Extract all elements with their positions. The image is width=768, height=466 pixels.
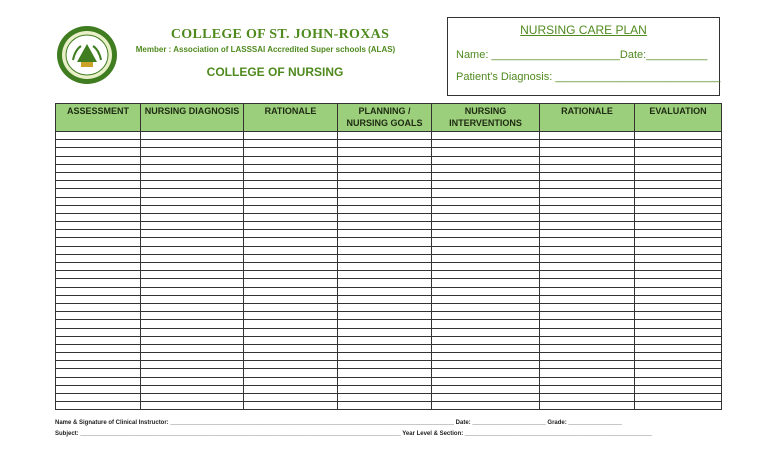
table-cell[interactable]: [540, 377, 635, 385]
table-cell[interactable]: [338, 361, 432, 369]
column-header: RATIONALE: [540, 104, 635, 132]
table-cell[interactable]: [540, 222, 635, 230]
table-cell[interactable]: [635, 238, 722, 246]
table-cell[interactable]: [540, 353, 635, 361]
table-cell[interactable]: [540, 263, 635, 271]
table-cell[interactable]: [141, 287, 244, 295]
table-cell[interactable]: [635, 205, 722, 213]
table-cell[interactable]: [56, 385, 141, 393]
table-cell[interactable]: [540, 238, 635, 246]
table-cell[interactable]: [635, 271, 722, 279]
table-cell[interactable]: [540, 132, 635, 140]
column-header: EVALUATION: [635, 104, 722, 132]
table-cell[interactable]: [432, 394, 540, 402]
table-cell[interactable]: [432, 328, 540, 336]
table-cell[interactable]: [635, 148, 722, 156]
table-row: [56, 197, 722, 205]
table-cell[interactable]: [244, 189, 338, 197]
table-cell[interactable]: [338, 172, 432, 180]
table-cell[interactable]: [540, 361, 635, 369]
table-row: [56, 402, 722, 410]
table-cell[interactable]: [141, 197, 244, 205]
table-cell[interactable]: [540, 271, 635, 279]
table-cell[interactable]: [141, 254, 244, 262]
table-row: [56, 361, 722, 369]
table-cell[interactable]: [540, 164, 635, 172]
table-cell[interactable]: [56, 377, 141, 385]
table-cell[interactable]: [540, 369, 635, 377]
table-cell[interactable]: [244, 230, 338, 238]
table-row: [56, 320, 722, 328]
table-cell[interactable]: [338, 263, 432, 271]
table-cell[interactable]: [635, 197, 722, 205]
table-cell[interactable]: [338, 402, 432, 410]
table-cell[interactable]: [432, 156, 540, 164]
college-name: COLLEGE OF NURSING: [206, 65, 344, 79]
table-cell[interactable]: [56, 222, 141, 230]
table-cell[interactable]: [338, 213, 432, 221]
table-cell[interactable]: [56, 336, 141, 344]
table-cell[interactable]: [244, 164, 338, 172]
table-cell[interactable]: [244, 328, 338, 336]
table-cell[interactable]: [338, 336, 432, 344]
table-cell[interactable]: [141, 336, 244, 344]
column-header: NURSING INTERVENTIONS: [432, 104, 540, 132]
table-cell[interactable]: [635, 295, 722, 303]
table-cell[interactable]: [635, 222, 722, 230]
table-cell[interactable]: [56, 189, 141, 197]
table-cell[interactable]: [635, 189, 722, 197]
table-cell[interactable]: [56, 148, 141, 156]
table-cell[interactable]: [338, 394, 432, 402]
table-row: [56, 140, 722, 148]
table-cell[interactable]: [540, 230, 635, 238]
table-cell[interactable]: [56, 172, 141, 180]
table-cell[interactable]: [56, 394, 141, 402]
care-plan-title: NURSING CARE PLAN: [520, 23, 647, 37]
table-cell[interactable]: [244, 369, 338, 377]
table-cell[interactable]: [141, 222, 244, 230]
table-cell[interactable]: [635, 246, 722, 254]
table-cell[interactable]: [432, 140, 540, 148]
table-cell[interactable]: [56, 279, 141, 287]
table-cell[interactable]: [432, 132, 540, 140]
table-cell[interactable]: [141, 295, 244, 303]
table-cell[interactable]: [432, 246, 540, 254]
table-cell[interactable]: [141, 312, 244, 320]
table-cell[interactable]: [244, 394, 338, 402]
table-cell[interactable]: [635, 132, 722, 140]
table-cell[interactable]: [338, 205, 432, 213]
table-cell[interactable]: [432, 303, 540, 311]
table-cell[interactable]: [56, 197, 141, 205]
table-cell[interactable]: [141, 320, 244, 328]
table-cell[interactable]: [635, 336, 722, 344]
table-cell[interactable]: [338, 377, 432, 385]
table-cell[interactable]: [141, 189, 244, 197]
table-cell[interactable]: [432, 181, 540, 189]
table-cell[interactable]: [141, 213, 244, 221]
school-name: COLLEGE OF ST. JOHN-ROXAS: [170, 27, 390, 42]
table-cell[interactable]: [141, 344, 244, 352]
table-cell[interactable]: [141, 205, 244, 213]
table-row: [56, 172, 722, 180]
table-row: [56, 181, 722, 189]
table-row: [56, 287, 722, 295]
table-row: [56, 303, 722, 311]
table-cell[interactable]: [635, 156, 722, 164]
table-cell[interactable]: [244, 271, 338, 279]
table-row: [56, 369, 722, 377]
table-cell[interactable]: [56, 205, 141, 213]
table-cell[interactable]: [244, 377, 338, 385]
table-row: [56, 164, 722, 172]
table-cell[interactable]: [635, 361, 722, 369]
table-cell[interactable]: [635, 213, 722, 221]
table-cell[interactable]: [432, 385, 540, 393]
table-cell[interactable]: [244, 336, 338, 344]
table-cell[interactable]: [141, 172, 244, 180]
table-cell[interactable]: [244, 181, 338, 189]
table-cell[interactable]: [338, 320, 432, 328]
table-cell[interactable]: [635, 279, 722, 287]
table-cell[interactable]: [141, 238, 244, 246]
diagnosis-field[interactable]: Patient's Diagnosis: ___________________________: [456, 71, 721, 83]
table-cell[interactable]: [244, 254, 338, 262]
table-cell[interactable]: [56, 328, 141, 336]
table-cell[interactable]: [338, 312, 432, 320]
table-cell[interactable]: [540, 246, 635, 254]
table-cell[interactable]: [540, 336, 635, 344]
table-cell[interactable]: [244, 303, 338, 311]
table-cell[interactable]: [141, 230, 244, 238]
table-cell[interactable]: [635, 328, 722, 336]
membership-line: Member : Association of LASSSAI Accredited Super schools (ALAS): [135, 45, 396, 54]
table-cell[interactable]: [540, 172, 635, 180]
table-cell[interactable]: [635, 353, 722, 361]
table-cell[interactable]: [338, 295, 432, 303]
table-row: [56, 353, 722, 361]
table-cell[interactable]: [141, 164, 244, 172]
table-cell[interactable]: [338, 369, 432, 377]
table-row: [56, 295, 722, 303]
table-cell[interactable]: [244, 213, 338, 221]
table-cell[interactable]: [244, 205, 338, 213]
table-cell[interactable]: [56, 181, 141, 189]
table-cell[interactable]: [141, 361, 244, 369]
table-cell[interactable]: [432, 205, 540, 213]
table-cell[interactable]: [141, 385, 244, 393]
table-cell[interactable]: [635, 394, 722, 402]
table-cell[interactable]: [141, 140, 244, 148]
table-cell[interactable]: [432, 320, 540, 328]
table-cell[interactable]: [56, 254, 141, 262]
table-row: [56, 336, 722, 344]
table-cell[interactable]: [338, 132, 432, 140]
table-cell[interactable]: [540, 254, 635, 262]
table-cell[interactable]: [141, 369, 244, 377]
table-cell[interactable]: [432, 164, 540, 172]
table-cell[interactable]: [540, 181, 635, 189]
table-row: [56, 148, 722, 156]
table-cell[interactable]: [432, 279, 540, 287]
table-cell[interactable]: [141, 328, 244, 336]
table-cell[interactable]: [244, 238, 338, 246]
table-cell[interactable]: [635, 402, 722, 410]
table-cell[interactable]: [432, 361, 540, 369]
name-date-field[interactable]: Name: _____________________Date:__________: [456, 49, 708, 61]
table-cell[interactable]: [338, 164, 432, 172]
table-cell[interactable]: [56, 402, 141, 410]
table-cell[interactable]: [540, 303, 635, 311]
table-cell[interactable]: [56, 353, 141, 361]
table-row: [56, 156, 722, 164]
table-cell[interactable]: [432, 254, 540, 262]
table-cell[interactable]: [244, 344, 338, 352]
table-cell[interactable]: [56, 246, 141, 254]
table-cell[interactable]: [432, 197, 540, 205]
table-row: [56, 377, 722, 385]
table-row: [56, 238, 722, 246]
table-cell[interactable]: [141, 394, 244, 402]
table-row: [56, 132, 722, 140]
table-cell[interactable]: [244, 148, 338, 156]
care-plan-info-box: [447, 17, 720, 96]
table-cell[interactable]: [56, 344, 141, 352]
table-row: [56, 344, 722, 352]
table-cell[interactable]: [540, 295, 635, 303]
table-cell[interactable]: [432, 402, 540, 410]
table-cell[interactable]: [338, 148, 432, 156]
table-cell[interactable]: [338, 328, 432, 336]
table-cell[interactable]: [244, 385, 338, 393]
table-cell[interactable]: [141, 279, 244, 287]
table-cell[interactable]: [56, 164, 141, 172]
table-cell[interactable]: [540, 344, 635, 352]
table-cell[interactable]: [244, 246, 338, 254]
table-cell[interactable]: [635, 140, 722, 148]
table-cell[interactable]: [432, 377, 540, 385]
table-cell[interactable]: [540, 287, 635, 295]
table-row: [56, 246, 722, 254]
table-row: [56, 189, 722, 197]
table-cell[interactable]: [432, 148, 540, 156]
table-cell[interactable]: [244, 156, 338, 164]
column-header: PLANNING / NURSING GOALS: [338, 104, 432, 132]
table-cell[interactable]: [244, 295, 338, 303]
table-cell[interactable]: [244, 222, 338, 230]
table-cell[interactable]: [56, 295, 141, 303]
table-cell[interactable]: [56, 230, 141, 238]
table-cell[interactable]: [244, 361, 338, 369]
table-cell[interactable]: [244, 263, 338, 271]
table-row: [56, 312, 722, 320]
table-cell[interactable]: [540, 312, 635, 320]
table-cell[interactable]: [56, 312, 141, 320]
table-cell[interactable]: [540, 189, 635, 197]
table-header-row: [56, 104, 722, 132]
table-cell[interactable]: [338, 254, 432, 262]
table-cell[interactable]: [338, 279, 432, 287]
table-cell[interactable]: [540, 320, 635, 328]
table-cell[interactable]: [56, 213, 141, 221]
column-header: NURSING DIAGNOSIS: [141, 104, 244, 132]
table-cell[interactable]: [432, 222, 540, 230]
table-cell[interactable]: [540, 394, 635, 402]
table-row: [56, 385, 722, 393]
instructor-signature-line[interactable]: Name & Signature of Clinical Instructor: _____________________________________________________________________________________ Date: ______________________ Grade: ________________: [55, 420, 622, 426]
table-cell[interactable]: [540, 328, 635, 336]
table-cell[interactable]: [338, 344, 432, 352]
table-cell[interactable]: [56, 271, 141, 279]
table-cell[interactable]: [56, 140, 141, 148]
table-cell[interactable]: [432, 312, 540, 320]
table-cell[interactable]: [540, 148, 635, 156]
table-cell[interactable]: [56, 156, 141, 164]
table-cell[interactable]: [56, 238, 141, 246]
table-cell[interactable]: [244, 312, 338, 320]
table-cell[interactable]: [540, 213, 635, 221]
care-plan-table: [55, 103, 722, 410]
table-cell[interactable]: [56, 303, 141, 311]
table-cell[interactable]: [432, 213, 540, 221]
table-row: [56, 279, 722, 287]
table-row: [56, 230, 722, 238]
table-cell[interactable]: [432, 336, 540, 344]
table-cell[interactable]: [338, 189, 432, 197]
table-cell[interactable]: [338, 140, 432, 148]
table-row: [56, 222, 722, 230]
table-cell[interactable]: [635, 320, 722, 328]
table-cell[interactable]: [635, 377, 722, 385]
table-cell[interactable]: [432, 369, 540, 377]
table-cell[interactable]: [141, 402, 244, 410]
table-cell[interactable]: [540, 402, 635, 410]
table-cell[interactable]: [540, 385, 635, 393]
table-cell[interactable]: [56, 361, 141, 369]
table-row: [56, 254, 722, 262]
table-cell[interactable]: [635, 385, 722, 393]
table-cell[interactable]: [432, 287, 540, 295]
table-cell[interactable]: [432, 353, 540, 361]
table-cell[interactable]: [141, 353, 244, 361]
table-cell[interactable]: [635, 369, 722, 377]
table-cell[interactable]: [432, 238, 540, 246]
table-cell[interactable]: [56, 369, 141, 377]
table-row: [56, 271, 722, 279]
table-cell[interactable]: [141, 263, 244, 271]
table-cell[interactable]: [432, 344, 540, 352]
table-row: [56, 213, 722, 221]
table-cell[interactable]: [432, 271, 540, 279]
table-cell[interactable]: [540, 140, 635, 148]
table-cell[interactable]: [635, 164, 722, 172]
table-cell[interactable]: [635, 263, 722, 271]
table-cell[interactable]: [141, 148, 244, 156]
table-cell[interactable]: [338, 271, 432, 279]
table-cell[interactable]: [244, 402, 338, 410]
table-cell[interactable]: [432, 230, 540, 238]
table-cell[interactable]: [141, 181, 244, 189]
subject-line[interactable]: Subject: ________________________________________________________________________________________________ Year Level & Section: ________________________________________________________: [55, 431, 652, 437]
table-cell[interactable]: [56, 287, 141, 295]
table-cell[interactable]: [141, 303, 244, 311]
table-cell[interactable]: [244, 197, 338, 205]
table-cell[interactable]: [635, 303, 722, 311]
table-cell[interactable]: [244, 140, 338, 148]
table-cell[interactable]: [244, 320, 338, 328]
table-cell[interactable]: [141, 271, 244, 279]
table-cell[interactable]: [338, 303, 432, 311]
table-cell[interactable]: [432, 189, 540, 197]
table-cell[interactable]: [56, 132, 141, 140]
table-cell[interactable]: [635, 312, 722, 320]
table-cell[interactable]: [141, 246, 244, 254]
table-row: [56, 328, 722, 336]
table-row: [56, 205, 722, 213]
table-cell[interactable]: [635, 344, 722, 352]
table-cell[interactable]: [540, 279, 635, 287]
column-header: ASSESSMENT: [56, 104, 141, 132]
table-cell[interactable]: [338, 385, 432, 393]
table-cell[interactable]: [635, 172, 722, 180]
table-cell[interactable]: [432, 295, 540, 303]
table-cell[interactable]: [338, 197, 432, 205]
table-cell[interactable]: [338, 181, 432, 189]
table-cell[interactable]: [338, 222, 432, 230]
table-cell[interactable]: [141, 132, 244, 140]
table-row: [56, 263, 722, 271]
table-cell[interactable]: [244, 353, 338, 361]
table-cell[interactable]: [635, 230, 722, 238]
table-cell[interactable]: [338, 353, 432, 361]
table-cell[interactable]: [244, 132, 338, 140]
table-cell[interactable]: [244, 172, 338, 180]
table-cell[interactable]: [338, 287, 432, 295]
table-row: [56, 394, 722, 402]
table-cell[interactable]: [540, 197, 635, 205]
table-cell[interactable]: [56, 263, 141, 271]
table-cell[interactable]: [540, 205, 635, 213]
table-cell[interactable]: [635, 287, 722, 295]
table-cell[interactable]: [338, 246, 432, 254]
column-header: RATIONALE: [244, 104, 338, 132]
school-seal-icon: [55, 24, 119, 86]
table-cell[interactable]: [141, 377, 244, 385]
table-cell[interactable]: [244, 279, 338, 287]
table-cell[interactable]: [635, 254, 722, 262]
table-cell[interactable]: [635, 181, 722, 189]
table-cell[interactable]: [432, 263, 540, 271]
table-cell[interactable]: [338, 156, 432, 164]
table-cell[interactable]: [338, 230, 432, 238]
table-cell[interactable]: [244, 287, 338, 295]
table-cell[interactable]: [338, 238, 432, 246]
table-cell[interactable]: [432, 172, 540, 180]
table-cell[interactable]: [540, 156, 635, 164]
table-cell[interactable]: [141, 156, 244, 164]
table-cell[interactable]: [56, 320, 141, 328]
